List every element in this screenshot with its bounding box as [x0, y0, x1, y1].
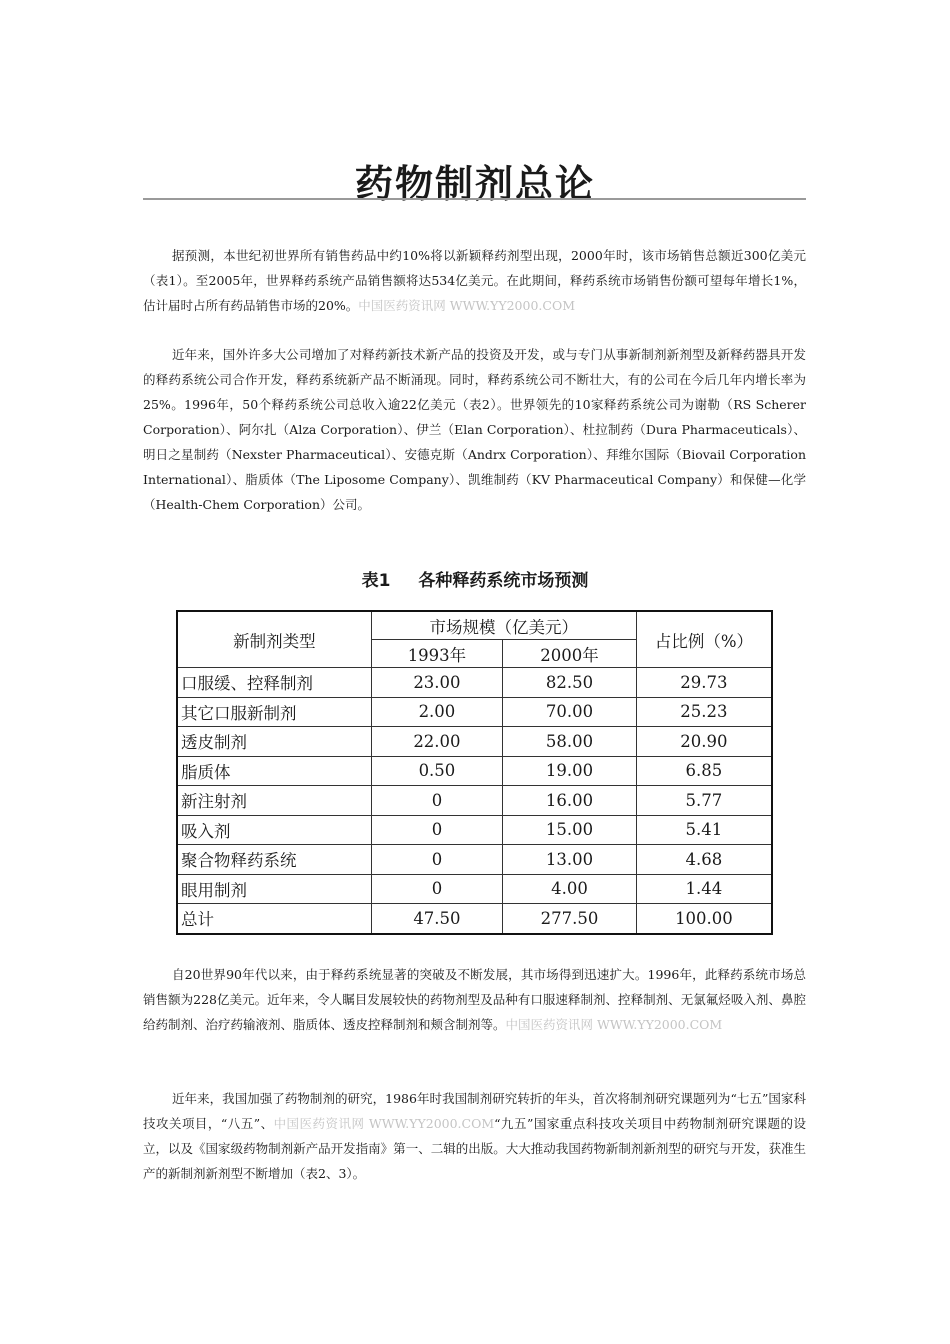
cell-2000: 16.00	[503, 786, 637, 816]
cell-share: 5.77	[636, 786, 772, 816]
cell-share: 5.41	[636, 815, 772, 845]
watermark-text: 中国医药资讯网 WWW.YY2000.COM	[273, 1116, 495, 1131]
cell-2000: 19.00	[503, 756, 637, 786]
header-2000: 2000年	[503, 640, 637, 668]
table-row	[177, 668, 772, 698]
header-market-size: 市场规模（亿美元）	[371, 611, 636, 640]
cell-share: 6.85	[636, 756, 772, 786]
table-header-row	[177, 611, 772, 640]
cell-1993: 47.50	[371, 904, 503, 934]
paragraph-1	[143, 243, 806, 318]
cell-1993: 0	[371, 786, 503, 816]
cell-2000: 58.00	[503, 727, 637, 757]
table-caption-title: 各种释药系统市场预测	[418, 571, 589, 591]
cell-type: 新注射剂	[177, 786, 371, 816]
cell-1993: 0	[371, 815, 503, 845]
cell-type: 其它口服新制剂	[177, 697, 371, 727]
cell-share: 1.44	[636, 874, 772, 904]
table-total-row	[177, 904, 772, 934]
cell-2000: 4.00	[503, 874, 637, 904]
header-type: 新制剂类型	[177, 611, 371, 668]
cell-2000: 15.00	[503, 815, 637, 845]
cell-1993: 0.50	[371, 756, 503, 786]
cell-1993: 23.00	[371, 668, 503, 698]
cell-1993: 0	[371, 845, 503, 875]
paragraph-2	[143, 342, 806, 517]
header-share: 占比例（%）	[636, 611, 772, 668]
cell-type: 聚合物释药系统	[177, 845, 371, 875]
cell-2000: 277.50	[503, 904, 637, 934]
header-1993: 1993年	[371, 640, 503, 668]
cell-share: 4.68	[636, 845, 772, 875]
paragraph-text: 近年来，国外许多大公司增加了对释药新技术新产品的投资及开发，或与专门从事新制剂新剂型及新释药器具开发的释药系统公司合作开发，释药系统新产品不断涌现。同时，释药系统公司不断壮大，有的公司在今后几年内增长率为25%。1996年，50个释药系统公司总收入逾22亿美元（表2）。世界领先的10家释药系统公司为谢勒（RS Scherer Corporation）、阿尔扎（Alza Corporation）、伊兰（Elan Corporation）、杜拉制药（Dura Pharmaceuticals）、明日之星制药（Nexster Pharmaceutical）、安德克斯（Andrx Corporation）、拜维尔国际（Biovail Corporation International）、脂质体（The Liposome Company）、凯维制药（KV Pharmaceutical Company）和保健—化学（Health-Chem Corporation）公司。	[143, 347, 806, 512]
watermark-text: 中国医药资讯网 WWW.YY2000.COM	[358, 298, 576, 313]
table-row	[177, 727, 772, 757]
cell-type: 吸入剂	[177, 815, 371, 845]
paragraph-text: “九五”国家重点科技攻关项目中药物制剂研究课题的设立，以及《国家级药物制剂新产品开发指南》第一、二辑的出版。大大推动我国药物新制剂新剂型的研究与开发，获准生产的新制剂新剂型不断增加（表2、3）。	[143, 1116, 806, 1181]
paragraph-4	[143, 1086, 806, 1186]
cell-share: 20.90	[636, 727, 772, 757]
cell-2000: 82.50	[503, 668, 637, 698]
paragraph-text: 近年来，我国加强了药物制剂的研究，1986年时我国制剂研究转折的年头，首次将制剂研究课题列为“七五”国家科技攻关项目，“八五”、	[143, 1091, 806, 1131]
cell-2000: 70.00	[503, 697, 637, 727]
cell-1993: 0	[371, 874, 503, 904]
cell-1993: 2.00	[371, 697, 503, 727]
cell-share: 25.23	[636, 697, 772, 727]
cell-type: 眼用制剂	[177, 874, 371, 904]
paragraph-3	[143, 962, 806, 1037]
watermark-text: 中国医药资讯网 WWW.YY2000.COM	[505, 1017, 723, 1032]
cell-type: 口服缓、控释制剂	[177, 668, 371, 698]
paragraph-text: 自20世界90年代以来，由于释药系统显著的突破及不断发展，其市场得到迅速扩大。1996年，此释药系统市场总销售额为228亿美元。近年来，令人瞩目发展较快的药物剂型及品种有口服速释制剂、控释制剂、无氯氟烃吸入剂、鼻腔给药制剂、治疗药输液剂、脂质体、透皮控释制剂和颊含制剂等。	[143, 967, 806, 1032]
cell-share: 29.73	[636, 668, 772, 698]
cell-1993: 22.00	[371, 727, 503, 757]
table-caption-number: 表1	[361, 571, 391, 591]
page-title: 药物制剂总论	[354, 162, 595, 207]
cell-type: 透皮制剂	[177, 727, 371, 757]
paragraph-text: 据预测，本世纪初世界所有销售药品中约10%将以新颖释药剂型出现，2000年时，该市场销售总额近300亿美元（表1）。至2005年，世界释药系统产品销售额将达534亿美元。在此期间，释药系统市场销售份额可望每年增长1%，估计届时占所有药品销售市场的20%。	[143, 248, 806, 313]
cell-type: 脂质体	[177, 756, 371, 786]
table-row	[177, 697, 772, 727]
table-row	[177, 845, 772, 875]
cell-share: 100.00	[636, 904, 772, 934]
table-caption	[0, 566, 950, 591]
market-forecast-table	[176, 610, 773, 935]
table-row	[177, 815, 772, 845]
table-row	[177, 874, 772, 904]
table-row	[177, 786, 772, 816]
title-divider	[143, 198, 806, 200]
cell-2000: 13.00	[503, 845, 637, 875]
cell-type: 总计	[177, 904, 371, 934]
table-row	[177, 756, 772, 786]
